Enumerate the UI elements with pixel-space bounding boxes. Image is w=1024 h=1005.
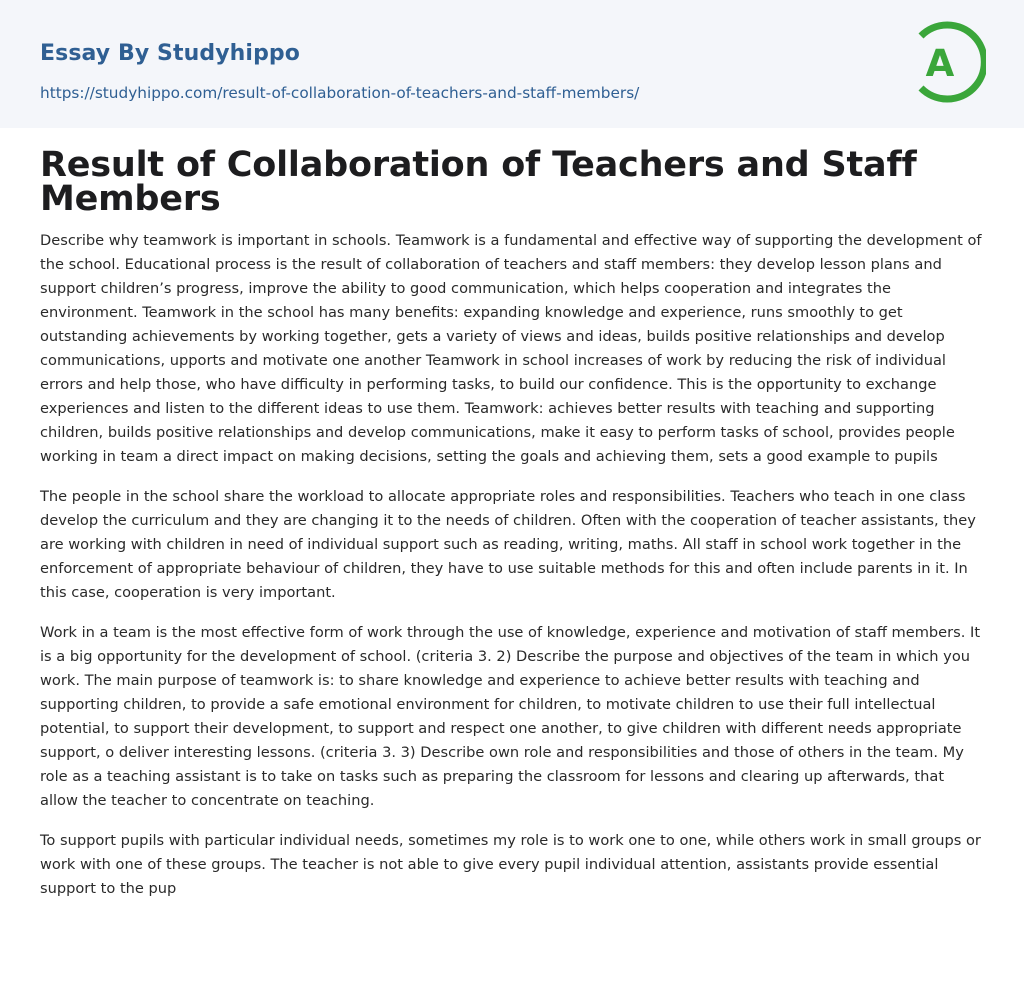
logo-icon[interactable] (906, 19, 986, 105)
logo-letter: A (925, 42, 955, 85)
paragraph: Describe why teamwork is important in schools. Teamwork is a fundamental and effective way of supporting the development of the school. Educational process is the result of collaboration of teachers and staff members: they develop lesson plans and support children’s progress, improve the ability to good communication, which helps cooperation and integrates the environment. Teamwork in the school has many benefits: expanding knowledge and experience, runs smoothly to get outstanding achievements by working together, gets a variety of views and ideas, builds positive relationships and develop communications, upports and motivate one another Teamwork in school increases of work by reducing the risk of individual errors and help those, who have difficulty in performing tasks, to build our confidence. This is the opportunity to exchange experiences and listen to the different ideas to use them. Teamwork: achieves better results with teaching and supporting children, builds positive relationships and develop communications, make it easy to perform tasks of school, provides people working in team a direct impact on making decisions, setting the goals and achieving them, sets a good example to pupils (40, 232, 982, 465)
page-url-link[interactable]: https://studyhippo.com/result-of-collaboration-of-teachers-and-staff-members/ (40, 84, 640, 102)
paragraph: To support pupils with particular individual needs, sometimes my role is to work one to one, while others work in small groups or work with one of these groups. The teacher is not able to give every pupil individual attention, assistants provide essential support to the pup (40, 832, 981, 897)
brand-title[interactable]: Essay By Studyhippo (40, 41, 300, 66)
paragraph: Work in a team is the most effective form of work through the use of knowledge, experience and motivation of staff members. It is a big opportunity for the development of school. (criteria 3. 2) Describe the purpose and objectives of the team in which you work. The main purpose of teamwork is: to share knowledge and experience to achieve better results with teaching and supporting children, to provide a safe emotional environment for children, to motivate children to use their full intellectual potential, to support their development, to support and respect one another, to give children with different needs appropriate support, o deliver interesting lessons. (criteria 3. 3) Describe own role and responsibilities and those of others in the team. My role as a teaching assistant is to take on tasks such as preparing the classroom for lessons and clearing up afterwards, that allow the teacher to concentrate on teaching. (40, 624, 981, 809)
site-header (0, 0, 1024, 128)
article-title: Result of Collaboration of Teachers and Staff Members (40, 145, 917, 219)
article (0, 145, 1024, 901)
paragraph: The people in the school share the workload to allocate appropriate roles and responsibilities. Teachers who teach in one class develop the curriculum and they are changing it to the needs of children. Often with the cooperation of teacher assistants, they are working with children in need of individual support such as reading, writing, maths. All staff in school work together in the enforcement of appropriate behaviour of children, they have to use suitable methods for this and often include parents in it. In this case, cooperation is very important. (40, 488, 976, 601)
